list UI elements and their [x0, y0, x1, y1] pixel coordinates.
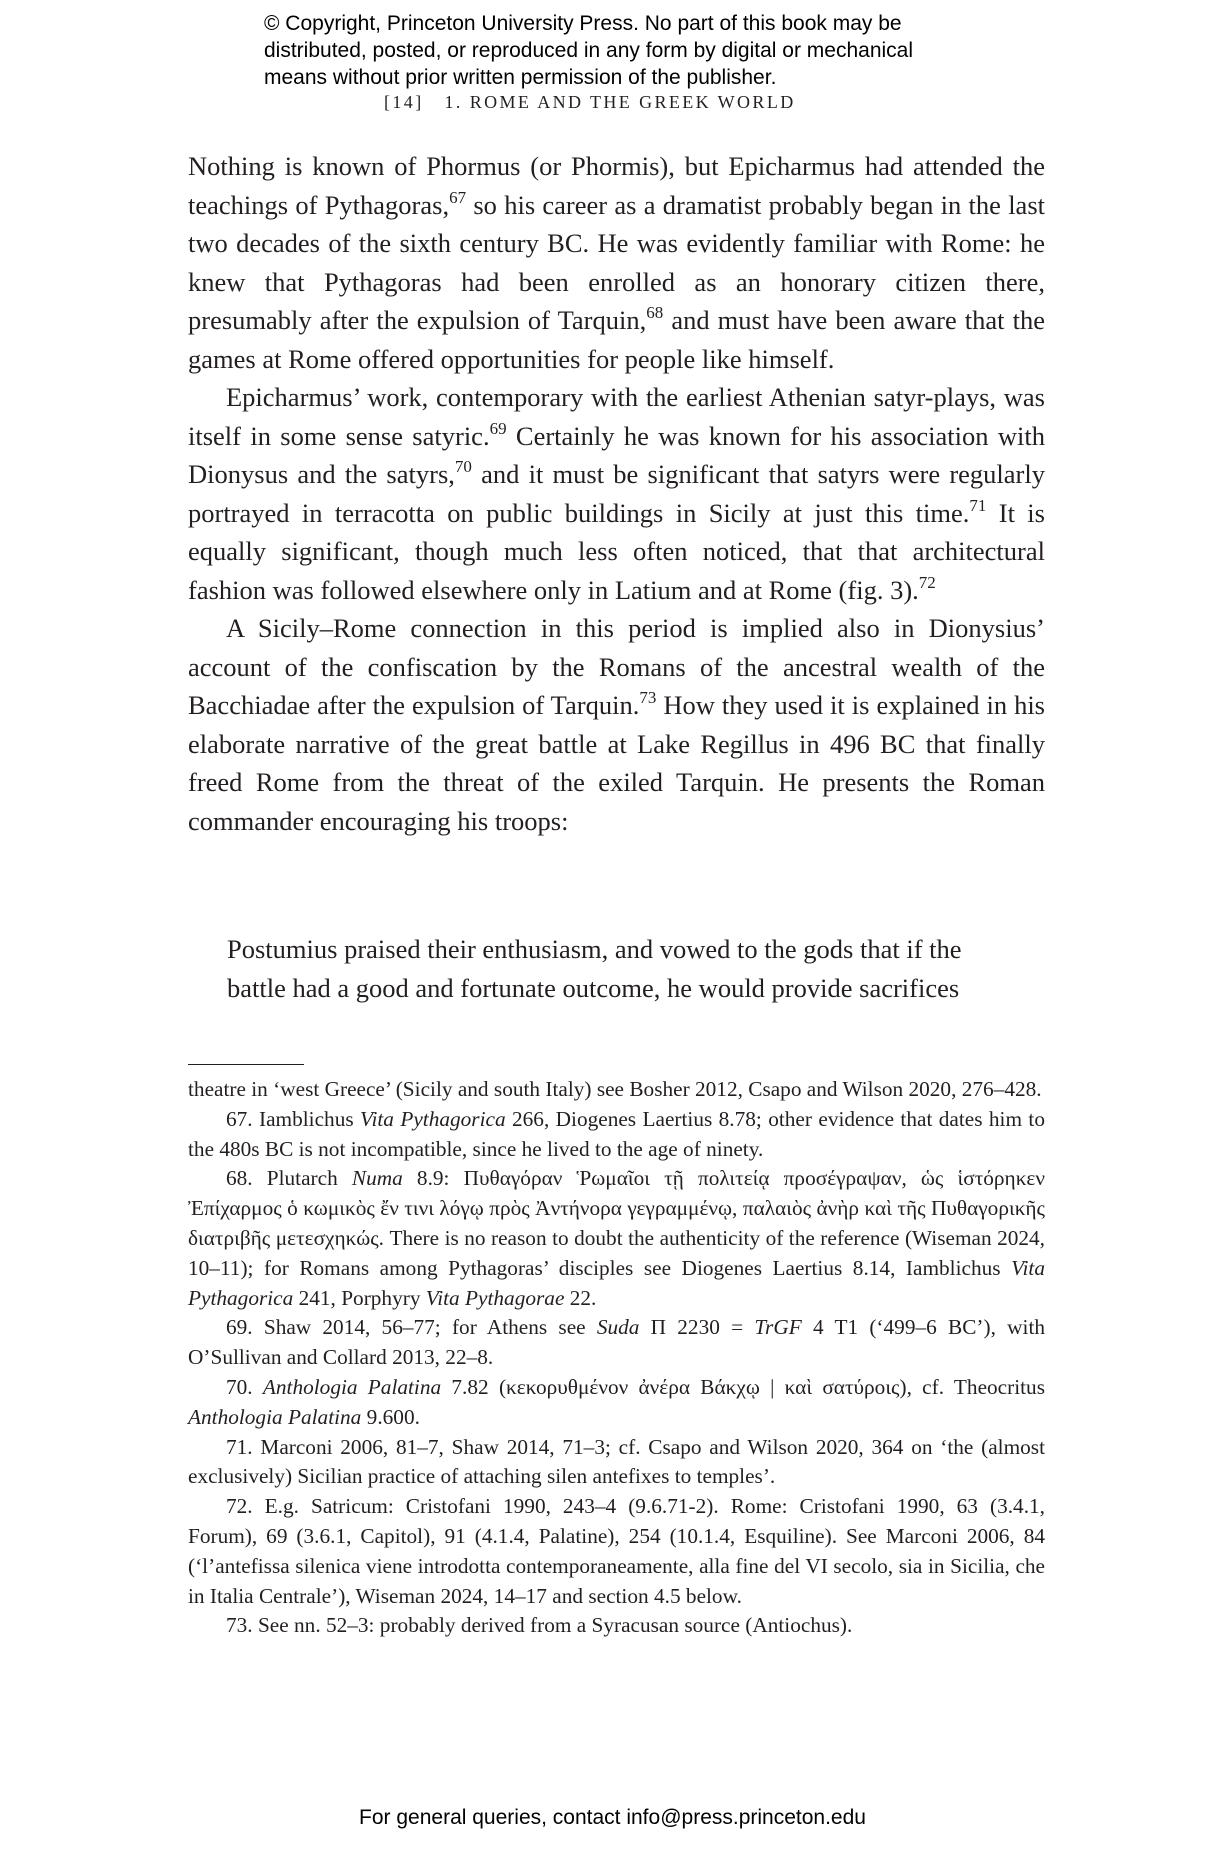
paragraph-text: How they used it is explained in his elaborate narrative of the great battle at Lake Regillus in 496 BC that finally freed Rome from the threat of the exiled Tarquin. He presents the Roman commander encouraging his troops:	[188, 690, 1045, 836]
footnote-italic: Suda	[596, 1315, 640, 1340]
footnote-ref-70[interactable]: 70	[454, 457, 472, 476]
paragraph-3	[188, 609, 1045, 840]
quote-text: Postumius praised their enthusiasm, and vowed to the gods that if the battle had a good and fortunate outcome, he would provide sacrifices	[227, 934, 962, 1003]
copyright-notice	[264, 10, 1024, 91]
page-number: [14]	[384, 92, 424, 112]
footnote-ref-73[interactable]: 73	[639, 688, 657, 707]
footnote-text: 70.	[226, 1374, 263, 1399]
footnote-72: 72. E.g. Satricum: Cristofani 1990, 243–4 (9.6.71-2). Rome: Cristofani 1990, 63 (3.4.1, Forum), 69 (3.6.1, Capitol), 91 (4.1.4, Palatine), 254 (10.1.4, Esquiline). See Marconi 2006, 84 (‘l’antefissa silenica viene introdotta contemporaneamente, alla fine del VI secolo, sia in Sicilia, che in Italia Centrale’), Wiseman 2024, 14–17 and section 4.5 below.	[188, 1494, 1045, 1608]
footnote-text: 67. Iamblichus	[226, 1106, 361, 1131]
footnote-text: 68. Plutarch	[226, 1166, 352, 1191]
footnote-text: 4 T1 (‘499–6 BC’), with O’Sullivan and Collard 2013, 22–8.	[188, 1315, 1046, 1370]
footnote-ref-71[interactable]: 71	[969, 495, 987, 515]
footnote-68	[188, 1164, 1045, 1313]
footnote-italic: Vita Pythagorica	[188, 1255, 1045, 1310]
copyright-line: © Copyright, Princeton University Press. No part of this book may be	[264, 12, 902, 35]
paragraph-text: Epicharmus’ work, contemporary with the earliest Athenian satyr-plays, was itself in some sense satyric.	[188, 382, 1045, 451]
paragraph-text: and must have been aware that the games at Rome offered opportunities for people like himself.	[188, 305, 1045, 374]
main-text	[188, 147, 1045, 840]
footnote-text: 7.82 (κεκορυθμένον ἀνέρα Βάκχῳ | καὶ σατύροις), cf. Theocritus	[441, 1374, 1045, 1399]
footnote-text: 69. Shaw 2014, 56–77; for Athens see	[226, 1315, 597, 1340]
footnote-67	[188, 1105, 1045, 1165]
paragraph-2	[188, 378, 1045, 609]
page-footer: For general queries, contact info@press.princeton.edu	[359, 1806, 866, 1829]
footnote-text: 22.	[564, 1285, 597, 1310]
footnote-ref-69[interactable]: 69	[489, 418, 507, 438]
footnote-text: Π 2230 =	[639, 1315, 755, 1340]
chapter-title: 1. ROME AND THE GREEK WORLD	[444, 92, 796, 112]
footnote-ref-72[interactable]: 72	[918, 572, 936, 592]
footnote-italic: Anthologia Palatina	[188, 1404, 362, 1429]
footnote-text: 8.9: Πυθαγόραν Ῥωμαῖοι τῇ πολιτείᾳ προσέγραψαν, ὡς ἱστόρηκεν Ἐπίχαρμος ὁ κωμικὸς ἔν τινι λόγῳ πρὸς Ἀντήνορα γεγραμμένῳ, παλαιὸς ἀνὴρ καὶ τῆς Πυθαγορικῆς διατριβῆς μετεσχηκώς. There is no reason to doubt the authenticity of the reference (Wiseman 2024, 10–11); for Romans among Pythagoras’ disciples see Diogenes Laertius 8.14, Iamblichus	[188, 1166, 1045, 1280]
copyright-line: distributed, posted, or reproduced in any form by digital or mechanical	[264, 39, 914, 62]
footnote-italic: Vita Pythagorica	[360, 1106, 506, 1131]
copyright-line: means without prior written permission of the publisher.	[264, 66, 777, 89]
running-head	[384, 92, 796, 113]
footnote-ref-67[interactable]: 67	[449, 187, 467, 207]
footnote-text: 266, Diogenes Laertius 8.78; other evidence that dates him to the 480s BC is not incompatible, since he lived to the age of ninety.	[188, 1106, 1045, 1161]
footnote-70	[188, 1373, 1045, 1433]
footnote-69	[188, 1313, 1045, 1373]
paragraph-text: Nothing is known of Phormus (or Phormis), but Epicharmus had attended the teachings of Pythagoras,	[188, 151, 1045, 220]
footnotes	[188, 1075, 1045, 1641]
paragraph-1	[188, 147, 1045, 378]
footnote-text: 241, Porphyry	[293, 1285, 426, 1310]
footnote-italic: TrGF	[754, 1315, 802, 1340]
footnote-ref-68[interactable]: 68	[646, 303, 664, 322]
footnote-71: 71. Marconi 2006, 81–7, Shaw 2014, 71–3; cf. Csapo and Wilson 2020, 364 on ‘the (almost exclusively) Sicilian practice of attaching silen antefixes to temples’.	[188, 1434, 1045, 1489]
paragraph-text: It is equally significant, though much less often noticed, that that architectural fashion was followed elsewhere only in Latium and at Rome (fig. 3).	[188, 497, 1045, 605]
paragraph-text: so his career as a dramatist probably began in the last two decades of the sixth century BC. He was evidently familiar with Rome: he knew that Pythagoras had been enrolled as an honorary citizen there, presumably after the expulsion of Tarquin,	[188, 189, 1045, 335]
block-quote	[227, 930, 1017, 1007]
paragraph-text: Certainly he was known for his association with Dionysus and the satyrs,	[188, 420, 1045, 489]
paragraph-text: A Sicily–Rome connection in this period is implied also in Dionysius’ account of the confiscation by the Romans of the ancestral wealth of the Bacchiadae after the expulsion of Tarquin.	[188, 613, 1045, 720]
footnote-divider	[188, 1064, 304, 1065]
footnote-italic: Numa	[351, 1166, 403, 1191]
footnote-73: 73. See nn. 52–3: probably derived from a Syracusan source (Antiochus).	[226, 1613, 853, 1638]
footnote-italic: Vita Pythagorae	[425, 1285, 565, 1310]
footnote-text: 9.600.	[361, 1404, 420, 1429]
footnote-continuation: theatre in ‘west Greece’ (Sicily and south Italy) see Bosher 2012, Csapo and Wilson 2020, 276–428.	[188, 1077, 1042, 1101]
paragraph-text: and it must be significant that satyrs were regularly portrayed in terracotta on public buildings in Sicily at just this time.	[188, 459, 1045, 528]
footnote-italic: Anthologia Palatina	[262, 1374, 442, 1399]
